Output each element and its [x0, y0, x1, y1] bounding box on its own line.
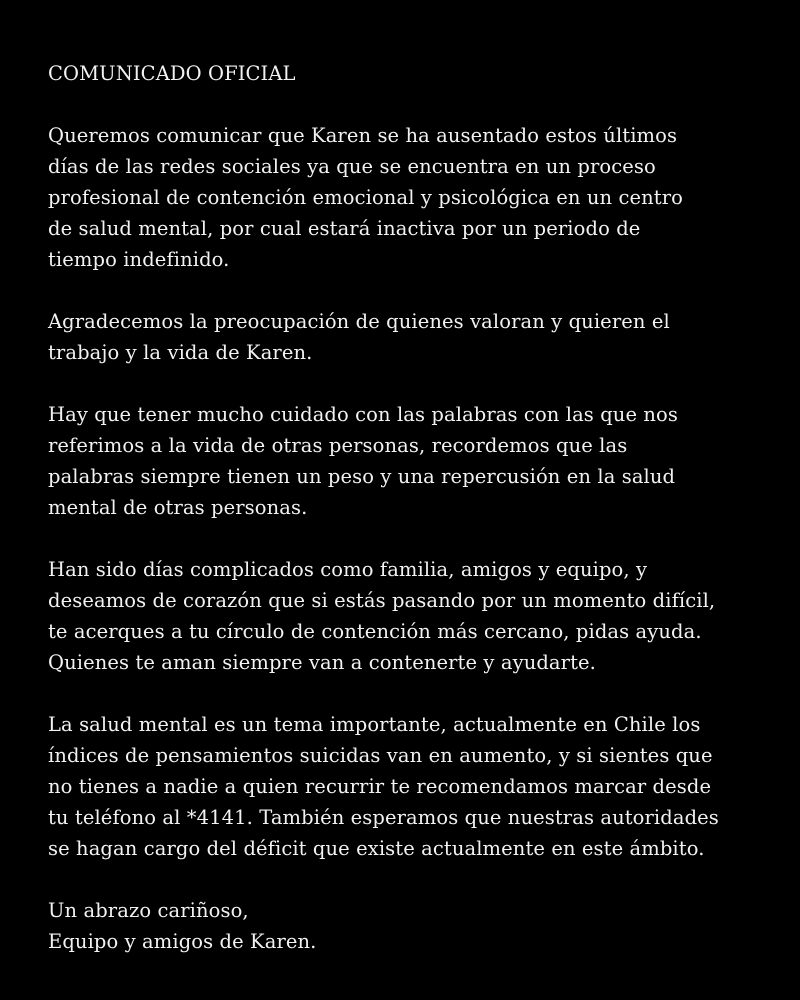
- text-line: días de las redes sociales ya que se encuentra en un proceso: [48, 155, 656, 178]
- text-line: Quienes te aman siempre van a contenerte y ayudarte.: [48, 651, 596, 674]
- text-line: tu teléfono al *4141. También esperamos que nuestras autoridades: [48, 806, 719, 829]
- text-line: de salud mental, por cual estará inactiva por un periodo de: [48, 217, 641, 240]
- text-line: te acerques a tu círculo de contención más cercano, pidas ayuda.: [48, 620, 702, 643]
- official-statement: [48, 58, 778, 957]
- paragraph-words-care: [48, 399, 778, 523]
- text-line: referimos a la vida de otras personas, recordemos que las: [48, 434, 628, 457]
- text-line: tiempo indefinido.: [48, 248, 230, 271]
- text-line: mental de otras personas.: [48, 496, 308, 519]
- text-line: Agradecemos la preocupación de quienes valoran y quieren el: [48, 310, 670, 333]
- text-line: Hay que tener mucho cuidado con las palabras con las que nos: [48, 403, 678, 426]
- signature-line: Equipo y amigos de Karen.: [48, 930, 317, 953]
- statement-title: COMUNICADO OFICIAL: [48, 62, 296, 85]
- text-line: se hagan cargo del déficit que existe actualmente en este ámbito.: [48, 837, 705, 860]
- text-line: Han sido días complicados como familia, amigos y equipo, y: [48, 558, 648, 581]
- paragraph-mental-health: [48, 709, 778, 864]
- closing-signoff: [48, 895, 778, 957]
- text-line: deseamos de corazón que si estás pasando por un momento difícil,: [48, 589, 716, 612]
- paragraph-thanks: [48, 306, 778, 368]
- text-line: La salud mental es un tema importante, actualmente en Chile los: [48, 713, 701, 736]
- text-line: trabajo y la vida de Karen.: [48, 341, 313, 364]
- text-line: Queremos comunicar que Karen se ha ausentado estos últimos: [48, 124, 678, 147]
- paragraph-absence: [48, 120, 778, 275]
- text-line: no tienes a nadie a quien recurrir te recomendamos marcar desde: [48, 775, 712, 798]
- text-line: profesional de contención emocional y psicológica en un centro: [48, 186, 683, 209]
- text-line: palabras siempre tienen un peso y una repercusión en la salud: [48, 465, 676, 488]
- closing-line: Un abrazo cariñoso,: [48, 899, 249, 922]
- text-line: índices de pensamientos suicidas van en aumento, y si sientes que: [48, 744, 713, 767]
- paragraph-support: [48, 554, 778, 678]
